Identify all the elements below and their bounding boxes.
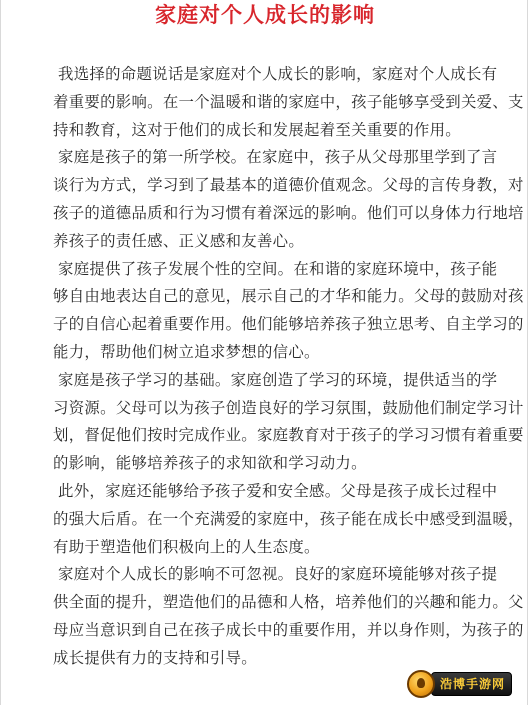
text-line: 家庭提供了孩子发展个性的空间。在和谐的家庭环境中，孩子能: [58, 259, 498, 278]
paragraph-1: [53, 61, 524, 144]
text-line: 持和教育，这对于他们的成长和发展起着至关重要的作用。: [53, 120, 461, 139]
paragraph-4: [53, 367, 524, 478]
text-line: 的影响，能够培养孩子的求知欲和学习动力。: [53, 454, 367, 473]
text-line: 我选择的命题说话是家庭对个人成长的影响，家庭对个人成长有: [58, 65, 498, 83]
text-line: 谈行为方式，学习到了最基本的道德价值观念。父母的言传身教，对: [53, 176, 524, 195]
watermark-text: 浩博手游网: [431, 672, 512, 696]
text-line: 着重要的影响。在一个温暖和谐的家庭中，孩子能够享受到关爱、支: [53, 92, 524, 111]
paragraph-5: [53, 478, 524, 561]
site-watermark: [407, 669, 519, 699]
text-line: 家庭对个人成长的影响不可忽视。良好的家庭环境能够对孩子提: [58, 565, 498, 584]
text-line: 的强大后盾。在一个充满爱的家庭中，孩子能在成长中感受到温暖，: [53, 509, 524, 528]
text-line: 家庭是孩子的第一所学校。在家庭中，孩子从父母那里学到了言: [58, 148, 498, 167]
text-line: 子的自信心起着重要作用。他们能够培养孩子独立思考、自主学习的: [53, 315, 524, 334]
text-line: 划，督促他们按时完成作业。家庭教育对于孩子的学习习惯有着重要: [53, 426, 524, 445]
article-title: 家庭对个人成长的影响: [155, 3, 375, 27]
text-line: 成长提供有力的支持和引导。: [53, 648, 257, 667]
game-logo-icon: [407, 670, 435, 698]
article-body: [53, 61, 524, 673]
paragraph-6: [53, 561, 524, 672]
text-line: 家庭是孩子学习的基础。家庭创造了学习的环境，提供适当的学: [58, 370, 498, 389]
text-line: 母应当意识到自己在孩子成长中的重要作用，并以身作则，为孩子的: [53, 620, 524, 639]
text-line: 供全面的提升，塑造他们的品德和人格，培养他们的兴趣和能力。父: [53, 593, 524, 612]
paragraph-3: [53, 256, 524, 367]
text-line: 习资源。父母可以为孩子创造良好的学习氛围，鼓励他们制定学习计: [53, 398, 524, 417]
text-line: 养孩子的责任感、正义感和友善心。: [53, 231, 305, 250]
text-line: 够自由地表达自己的意见，展示自己的才华和能力。父母的鼓励对孩: [53, 287, 524, 306]
text-line: 孩子的道德品质和行为习惯有着深远的影响。他们可以身体力行地培: [53, 203, 524, 222]
paragraph-2: [53, 144, 524, 255]
text-line: 有助于塑造他们积极向上的人生态度。: [53, 537, 320, 556]
text-line: 此外，家庭还能够给予孩子爱和安全感。父母是孩子成长过程中: [58, 481, 498, 500]
text-line: 能力，帮助他们树立追求梦想的信心。: [53, 342, 320, 361]
